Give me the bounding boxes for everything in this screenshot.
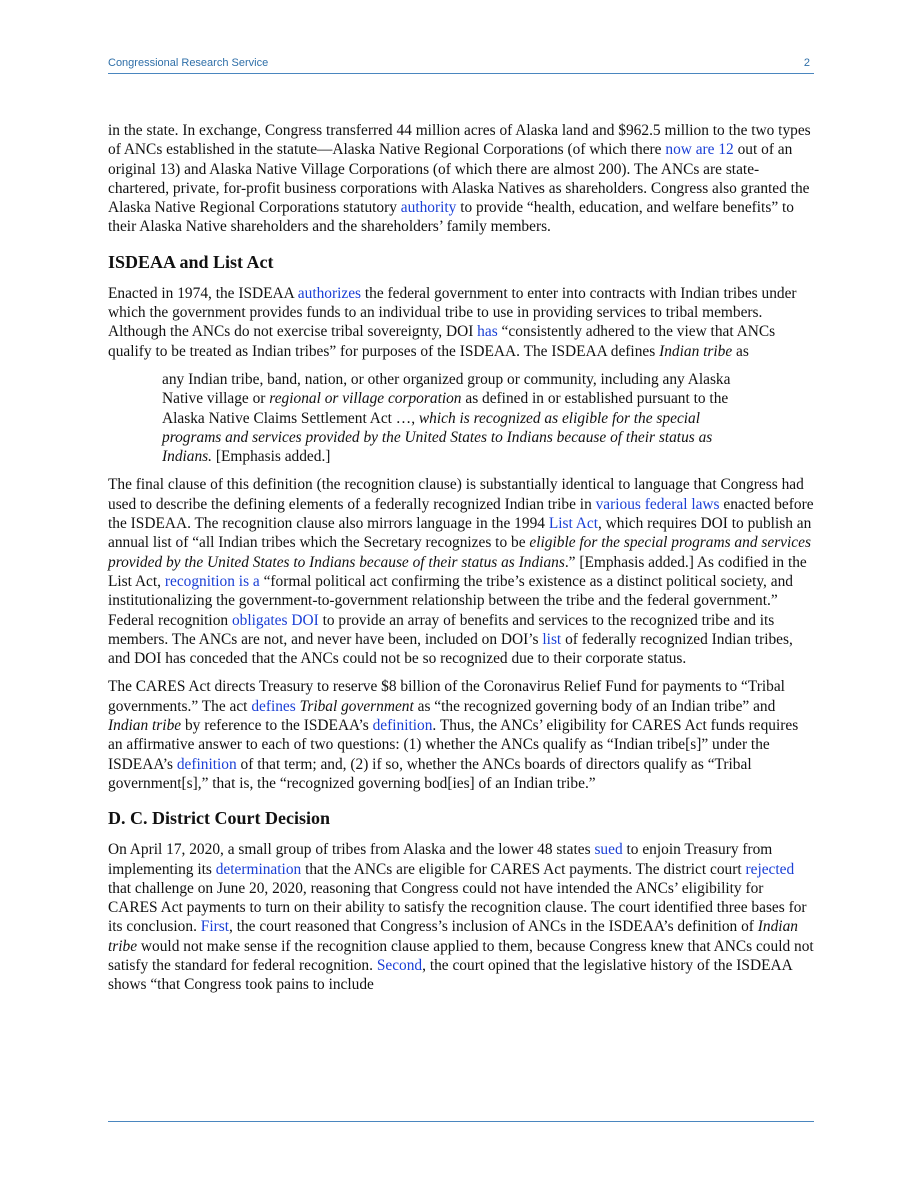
paragraph-recognition-clause: The final clause of this definition (the recognition clause) is substantially identical to language that Congress had used to describe the defining elements of a federally recognized Indian tribe in various federal laws enacted before the ISDEAA. The recognition clause also mirrors language in the 1994 List Act, which requires DOI to publish an annual list of “all Indian tribes which the Secretary recognizes to be eligible for the special programs and services provided by the United States to Indians because of their status as Indians.” [Emphasis added.] As codified in the List Act, recognition is a “formal political act confirming the tribe’s existence as a distinct political society, and institutionalizing the government-to-government relationship between the tribe and the federal government.” Federal recognition obligates DOI to provide an array of benefits and services to the recognized tribe and its members. The ANCs are not, and never have been, included on DOI’s list of federally recognized Indian tribes, and DOI has conceded that the ANCs could not be so recognized due to their corporate status. (108, 476, 814, 668)
link-obligates-doi[interactable]: obligates DOI (231, 611, 319, 629)
link-rejected[interactable]: rejected (745, 860, 795, 878)
block-quote-definition: any Indian tribe, band, nation, or other organized group or community, including any Alaska Native village or regional or village corporation as defined in or established pursuant to the Alaska Native Claims Settlement Act …, which is recognized as eligible for the special programs and services provided by the United States to Indians because of their status as Indians. [Emphasis added.] (162, 370, 731, 466)
link-list-act[interactable]: List Act (548, 515, 598, 533)
link-first[interactable]: First (200, 918, 229, 936)
link-determination[interactable]: determination (215, 860, 302, 878)
link-list[interactable]: list (542, 630, 562, 648)
heading-district-court-decision: D. C. District Court Decision (108, 808, 330, 829)
header-page-number: 2 (803, 57, 810, 69)
paragraph-isdeaa: Enacted in 1974, the ISDEAA authorizes the federal government to enter into contracts with Indian tribes under which the government provides funds to an individual tribe to use in providing services to tribal members. Although the ANCs do not exercise tribal sovereignty, DOI has “consistently adhered to the view that ANCs qualify to be treated as Indian tribes” for purposes of the ISDEAA. The ISDEAA defines Indian tribe as (108, 284, 797, 360)
link-defines[interactable]: defines (251, 697, 296, 715)
link-authority[interactable]: authority (400, 199, 457, 217)
header-rule (108, 73, 814, 74)
link-definition-1[interactable]: definition (372, 717, 433, 735)
header-org: Congressional Research Service (108, 57, 269, 69)
running-header (108, 57, 814, 73)
footer-rule (108, 1121, 814, 1122)
report-body (108, 121, 816, 1004)
link-authorizes[interactable]: authorizes (297, 284, 362, 302)
paragraph-court-decision: On April 17, 2020, a small group of tribes from Alaska and the lower 48 states sued to enjoin Treasury from implementing its determination that the ANCs are eligible for CARES Act payments. The district court rejected that challenge on June 20, 2020, reasoning that Congress could not have intended the ANCs’ eligibility for CARES Act payments to turn on their ability to satisfy the recognition clause. The court identified three bases for its conclusion. First, the court reasoned that Congress’s inclusion of ANCs in the ISDEAA’s definition of Indian tribe would not make sense if the recognition clause applied to them, because Congress knew that ANCs could not satisfy the standard for federal recognition. Second, the court opined that the legislative history of the ISDEAA shows “that Congress took pains to include (108, 841, 814, 994)
link-various-federal-laws[interactable]: various federal laws (595, 495, 720, 513)
link-now-are-12[interactable]: now are 12 (665, 141, 734, 159)
link-second[interactable]: Second (376, 956, 423, 974)
paragraph-ancsa-transfer: in the state. In exchange, Congress transferred 44 million acres of Alaska land and $962.5 million to the two types of ANCs established in the statute—Alaska Native Regional Corporations (of which there now are 12 out of an original 13) and Alaska Native Village Corporations (of which there are almost 200). The ANCs are state-chartered, private, for-profit business corporations with Alaska Natives as shareholders. Congress also granted the Alaska Native Regional Corporations statutory authority to provide “health, education, and welfare benefits” to their Alaska Native shareholders and the shareholders’ family members. (108, 122, 811, 236)
paragraph-cares-act: The CARES Act directs Treasury to reserve $8 billion of the Coronavirus Relief Fund for payments to “Tribal governments.” The act defines Tribal government as “the recognized governing body of an Indian tribe” and Indian tribe by reference to the ISDEAA’s definition. Thus, the ANCs’ eligibility for CARES Act funds requires an affirmative answer to each of two questions: (1) whether the ANCs qualify as “Indian tribe[s]” under the ISDEAA’s definition of that term; and, (2) if so, whether the ANCs boards of directors qualify as “Tribal government[s],” that is, the “recognized governing bod[ies] of an Indian tribe.” (108, 678, 799, 792)
link-definition-2[interactable]: definition (176, 755, 237, 773)
link-has[interactable]: has (477, 323, 498, 341)
link-sued[interactable]: sued (594, 841, 623, 859)
heading-isdeaa-list-act: ISDEAA and List Act (108, 251, 274, 272)
link-recognition-is-a[interactable]: recognition is a (164, 572, 260, 590)
